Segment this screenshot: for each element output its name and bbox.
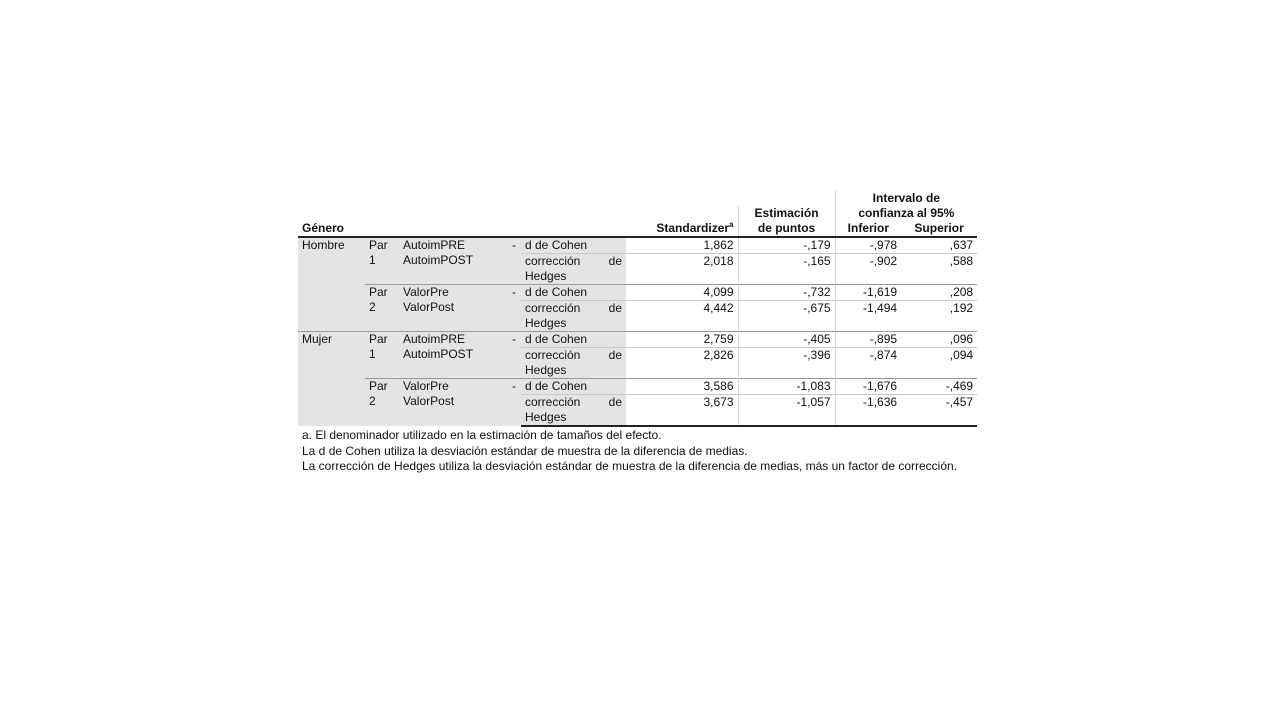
pair-variables-cell [399,285,507,332]
standardizer-header-label: Standardizer [656,221,730,235]
estimacion-cell: -1,057 [738,395,835,427]
effect-size-table-block [298,190,977,475]
genero-cell: Hombre [298,237,365,332]
estimacion-cell: -,396 [738,348,835,379]
pair-variable-pre: ValorPre [403,379,449,393]
genero-cell: Mujer [298,332,365,427]
par-label: Par [369,285,388,299]
footnote-cohen: La d de Cohen utiliza la desviación estándar de muestra de la diferencia de medias. [302,443,748,458]
estimacion-cell: -,675 [738,301,835,332]
effect-type-cell [521,332,626,348]
par-number: 1 [369,347,376,361]
superior-cell: -,469 [901,379,977,395]
effect-type-cell [521,254,626,285]
standardizer-cell: 1,862 [703,238,734,252]
pair-dash: - [507,285,521,332]
estimacion-cell: -,179 [738,237,835,254]
table-row [298,379,977,395]
pair-variable-pre: AutoimPRE [403,332,466,346]
estimacion-cell: -1,083 [738,379,835,395]
footnote-a: a. El denominador utilizado en la estimación de tamaños del efecto. [302,428,662,442]
par-label: Par [369,238,388,252]
effect-type-label: d de Cohen [525,238,588,252]
pair-variables-cell [399,379,507,427]
inferior-cell: -,902 [835,254,901,285]
estimacion-cell: -,165 [738,254,835,285]
effect-type-cell [521,301,626,332]
effect-type-label: corrección de [525,254,622,268]
estimacion-cell: -,732 [738,285,835,301]
effect-type-label: d de Cohen [525,379,588,393]
estimacion-header-line2: de puntos [738,221,835,237]
effect-type-label: corrección de [525,395,622,409]
par-cell [365,379,399,427]
intervalo-header-line2: confianza al 95% [835,206,977,221]
pair-variable-pre: AutoimPRE [403,238,466,252]
effect-type-label-cont: Hedges [525,316,567,330]
par-label: Par [369,332,388,346]
standardizer-footnote-marker: a [729,221,734,229]
standardizer-header [626,221,738,237]
table-row [298,237,977,254]
effect-type-label-cont: Hedges [525,269,567,283]
superior-cell: ,096 [901,332,977,348]
standardizer-cell: 2,826 [626,348,738,379]
effect-type-cell [521,237,626,254]
standardizer-cell: 3,586 [626,379,738,395]
inferior-cell: -,895 [835,332,901,348]
intervalo-header-line1: Intervalo de [835,190,977,206]
pair-variable-post: ValorPost [403,394,455,408]
pair-variables-cell [399,237,507,285]
par-cell [365,237,399,285]
standardizer-cell: 4,442 [626,301,738,332]
superior-header: Superior [901,221,977,237]
inferior-cell: -,874 [835,348,901,379]
estimacion-cell: -,405 [738,332,835,348]
par-cell [365,332,399,379]
superior-cell: ,192 [901,301,977,332]
par-number: 2 [369,394,376,408]
inferior-cell: -1,619 [835,285,901,301]
superior-cell: ,208 [901,285,977,301]
standardizer-cell: 2,018 [626,254,738,285]
effect-type-cell [521,285,626,301]
superior-cell: ,588 [901,254,977,285]
effect-size-table [298,190,977,427]
par-number: 1 [369,253,376,267]
effect-type-cell [521,395,626,427]
inferior-cell: -1,676 [835,379,901,395]
inferior-cell: -1,494 [835,301,901,332]
footnote-hedges: La corrección de Hedges utiliza la desviación estándar de muestra de la diferencia de medias, más un factor de corrección. [302,459,958,473]
effect-size-table-body [298,237,977,426]
superior-cell: ,637 [949,238,974,252]
table-row [298,332,977,348]
pair-dash: - [507,332,521,379]
superior-cell: -,457 [901,395,977,427]
pair-variables-cell [399,332,507,379]
effect-type-label: d de Cohen [525,332,588,346]
effect-type-cell [521,348,626,379]
effect-type-label: corrección de [525,348,622,362]
table-row [298,285,977,301]
pair-variable-pre: ValorPre [403,285,449,299]
inferior-cell: -,978 [835,237,901,254]
inferior-header: Inferior [835,221,901,237]
par-number: 2 [369,300,376,314]
pair-variable-post: AutoimPOST [403,253,474,267]
effect-type-label: d de Cohen [525,285,588,299]
pair-dash: - [507,379,521,427]
standardizer-cell: 3,673 [626,395,738,427]
superior-cell: ,094 [901,348,977,379]
genero-header: Género [298,221,365,237]
effect-type-label-cont: Hedges [525,363,567,377]
footnotes [298,427,977,475]
standardizer-cell: 2,759 [626,332,738,348]
par-cell [365,285,399,332]
effect-type-label: corrección de [525,301,622,315]
effect-type-cell [521,379,626,395]
pair-variable-post: AutoimPOST [403,347,474,361]
inferior-cell: -1,636 [835,395,901,427]
pair-dash: - [507,237,521,285]
estimacion-header-line1: Estimación [738,206,835,221]
pair-variable-post: ValorPost [403,300,455,314]
par-label: Par [369,379,388,393]
standardizer-cell: 4,099 [626,285,738,301]
effect-type-label-cont: Hedges [525,410,567,424]
